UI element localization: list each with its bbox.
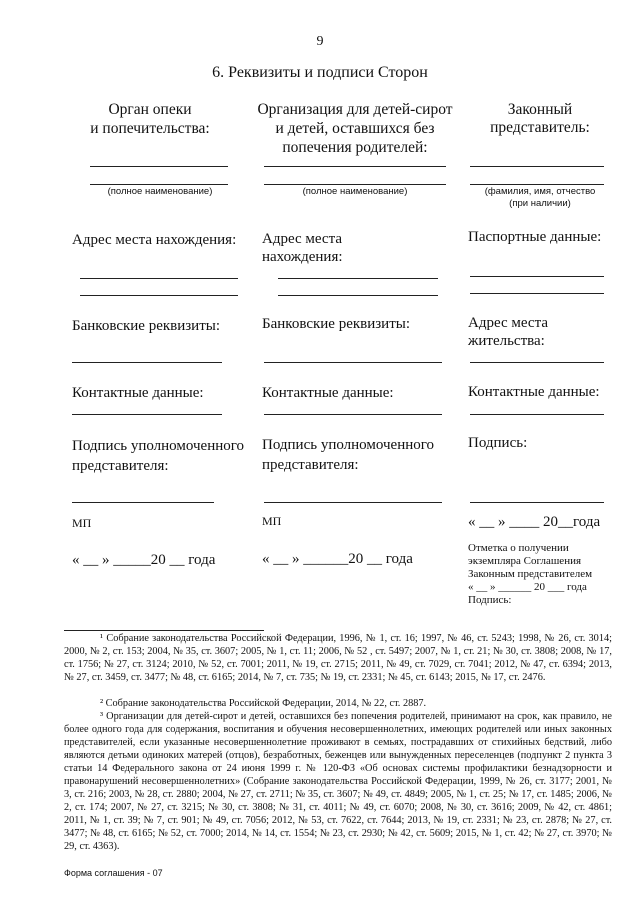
col2-sign-line1: Подпись уполномоченного (262, 437, 435, 453)
signature-line (72, 502, 214, 503)
col2-sign-line2: представителя: (262, 457, 359, 473)
col3-sign-label: Подпись: (468, 435, 528, 451)
col3-receipt-line2: экземпляра Соглашения (468, 555, 582, 567)
passport-line (470, 293, 604, 294)
footnote-1: ¹ Собрание законодательства Российской Федерации, 1996, № 1, ст. 16; 1997, № 46, ст. 5243; 1998, № 26, ст. 3014; 2000, № 2, ст. 153; 2004, № 35, ст. 3607; 2005, № 1, ст. 11; 2006, № 52 , ст. 5497; 2007, № 1, ст. 21; № 30, ст. 3808; 2008, № 17, ст. 1756; № 27, ст. 3124; 2010, № 52, ст. 7001; 2011, № 19, ст. 2715; 2011, № 49, ст. 7029, ст. 7041; 2012, № 47, ст. 6394; 2013, № 27, ст. 3459, ст. 3477; № 48, ст. 6165; 2014, № 7, ст. 735; № 19, ст. 2331; № 45, ст. 6143; 2015, № 17, ст. 2476. (64, 633, 612, 683)
col2-caption: (полное наименование) (302, 186, 408, 197)
col1-sign-line2: представителя: (72, 458, 169, 474)
passport-line (470, 276, 604, 277)
col3-receipt-line1: Отметка о получении (468, 542, 569, 554)
contacts-line (264, 414, 442, 415)
section-title: 6. Реквизиты и подписи Сторон (212, 64, 428, 81)
address-line (80, 278, 238, 279)
contacts-line (72, 414, 222, 415)
name-line (264, 166, 446, 167)
col3-header-line2: представитель: (490, 119, 590, 136)
col2-bank-label: Банковские реквизиты: (262, 316, 411, 332)
col3-date: « __ » ____ 20__года (468, 514, 601, 530)
col3-receipt-line4: « __ » ______ 20 ___ года (468, 581, 587, 593)
col3-caption-line2: (при наличии) (509, 198, 571, 209)
form-label: Форма соглашения - 07 (64, 868, 163, 878)
bank-line (72, 362, 222, 363)
page-number: 9 (316, 34, 324, 49)
col2-header-line1: Организация для детей-сирот (257, 101, 453, 118)
name-line (264, 184, 446, 185)
col1-stamp: МП (72, 516, 92, 530)
col1-date: « __ » _____20 __ года (72, 552, 216, 568)
address-line (80, 295, 238, 296)
col2-header-line3: попечения родителей: (282, 139, 428, 156)
residence-line (470, 362, 604, 363)
col2-header-line2: и детей, оставшихся без (275, 120, 435, 137)
col3-contacts-label: Контактные данные: (468, 384, 600, 400)
col3-residence-line1: Адрес места (468, 315, 548, 331)
col1-sign-line1: Подпись уполномоченного (72, 438, 245, 454)
address-line (278, 278, 438, 279)
col3-caption-line1: (фамилия, имя, отчество (484, 186, 596, 197)
col2-contacts-label: Контактные данные: (262, 385, 394, 401)
col2-address-line2: нахождения: (262, 249, 343, 265)
col1-header-line2: и попечительства: (90, 120, 210, 137)
col3-receipt-line5: Подпись: (468, 594, 512, 606)
name-line (470, 184, 604, 185)
footnote-separator (64, 630, 264, 631)
col1-contacts-label: Контактные данные: (72, 385, 204, 401)
footnote-3: ³ Организации для детей-сирот и детей, оставшихся без попечения родителей, принимают на срок, как правило, не более одного года для содержания, воспитания и обучения несовершеннолетних, имеющих родителей или иных законных представителей, если указанные несовершеннолетние проживают в семьях, пострадавших от стихийных бедствий, либо являются детьми одиноких матерей (отцов), безработных, беженцев или вынужденных переселенцев (подпункт 2 пункта 3 статьи 14 Федерального закона от 24 июня 1999 г. № 120-ФЗ «Об основах системы профилактики безнадзорности и правонарушений несовершеннолетних» (Собрание законодательства Российской Федерации, 1999, № 26, ст. 3177; 2001, № 3, ст. 216; 2003, № 28, ст. 2880; 2004, № 27, ст. 2711; № 35, ст. 3607; № 49, ст. 4849; 2005, № 1, ст. 25; № 17, ст. 1485; 2006, № 2, ст. 174; 2007, № 27, ст. 3215; № 30, ст. 3808; № 31, ст. 4011; № 49, ст. 6070; 2008, № 30, ст. 3616; 2009, № 42, ст. 4861; 2011, № 1, ст. 39; № 7, ст. 901; № 49, ст. 7056; 2012, № 53, ст. 7622, ст. 7644; 2013, № 19, ст. 2331; № 23, ст. 2878; № 27, ст. 3477; № 48, ст. 6165; № 52, ст. 7000; 2014, № 14, ст. 1554; № 23, ст. 2930; № 42, ст. 5609; 2015, № 1, ст. 42; № 27, ст. 3970; № 29, ст. 4363). (64, 711, 612, 852)
col3-residence-line2: жительства: (468, 333, 545, 349)
name-line (90, 166, 228, 167)
address-line (278, 295, 438, 296)
col1-header-line1: Орган опеки (108, 101, 192, 118)
signature-line (470, 502, 604, 503)
col2-date: « __ » ______20 __ года (262, 551, 413, 567)
contacts-line (470, 414, 604, 415)
signature-line (264, 502, 442, 503)
col1-address-label: Адрес места нахождения: (72, 232, 237, 248)
col1-bank-label: Банковские реквизиты: (72, 318, 221, 334)
name-line (90, 184, 228, 185)
col2-stamp: МП (262, 514, 282, 528)
bank-line (264, 362, 442, 363)
name-line (470, 166, 604, 167)
col3-receipt-line3: Законным представителем (468, 568, 593, 580)
col3-header-line1: Законный (507, 101, 573, 118)
col2-address-line1: Адрес места (262, 231, 342, 247)
col3-passport-label: Паспортные данные: (468, 229, 602, 245)
footnote-2: ² Собрание законодательства Российской Федерации, 2014, № 22, ст. 2887. (100, 698, 427, 709)
col1-caption: (полное наименование) (107, 186, 213, 197)
